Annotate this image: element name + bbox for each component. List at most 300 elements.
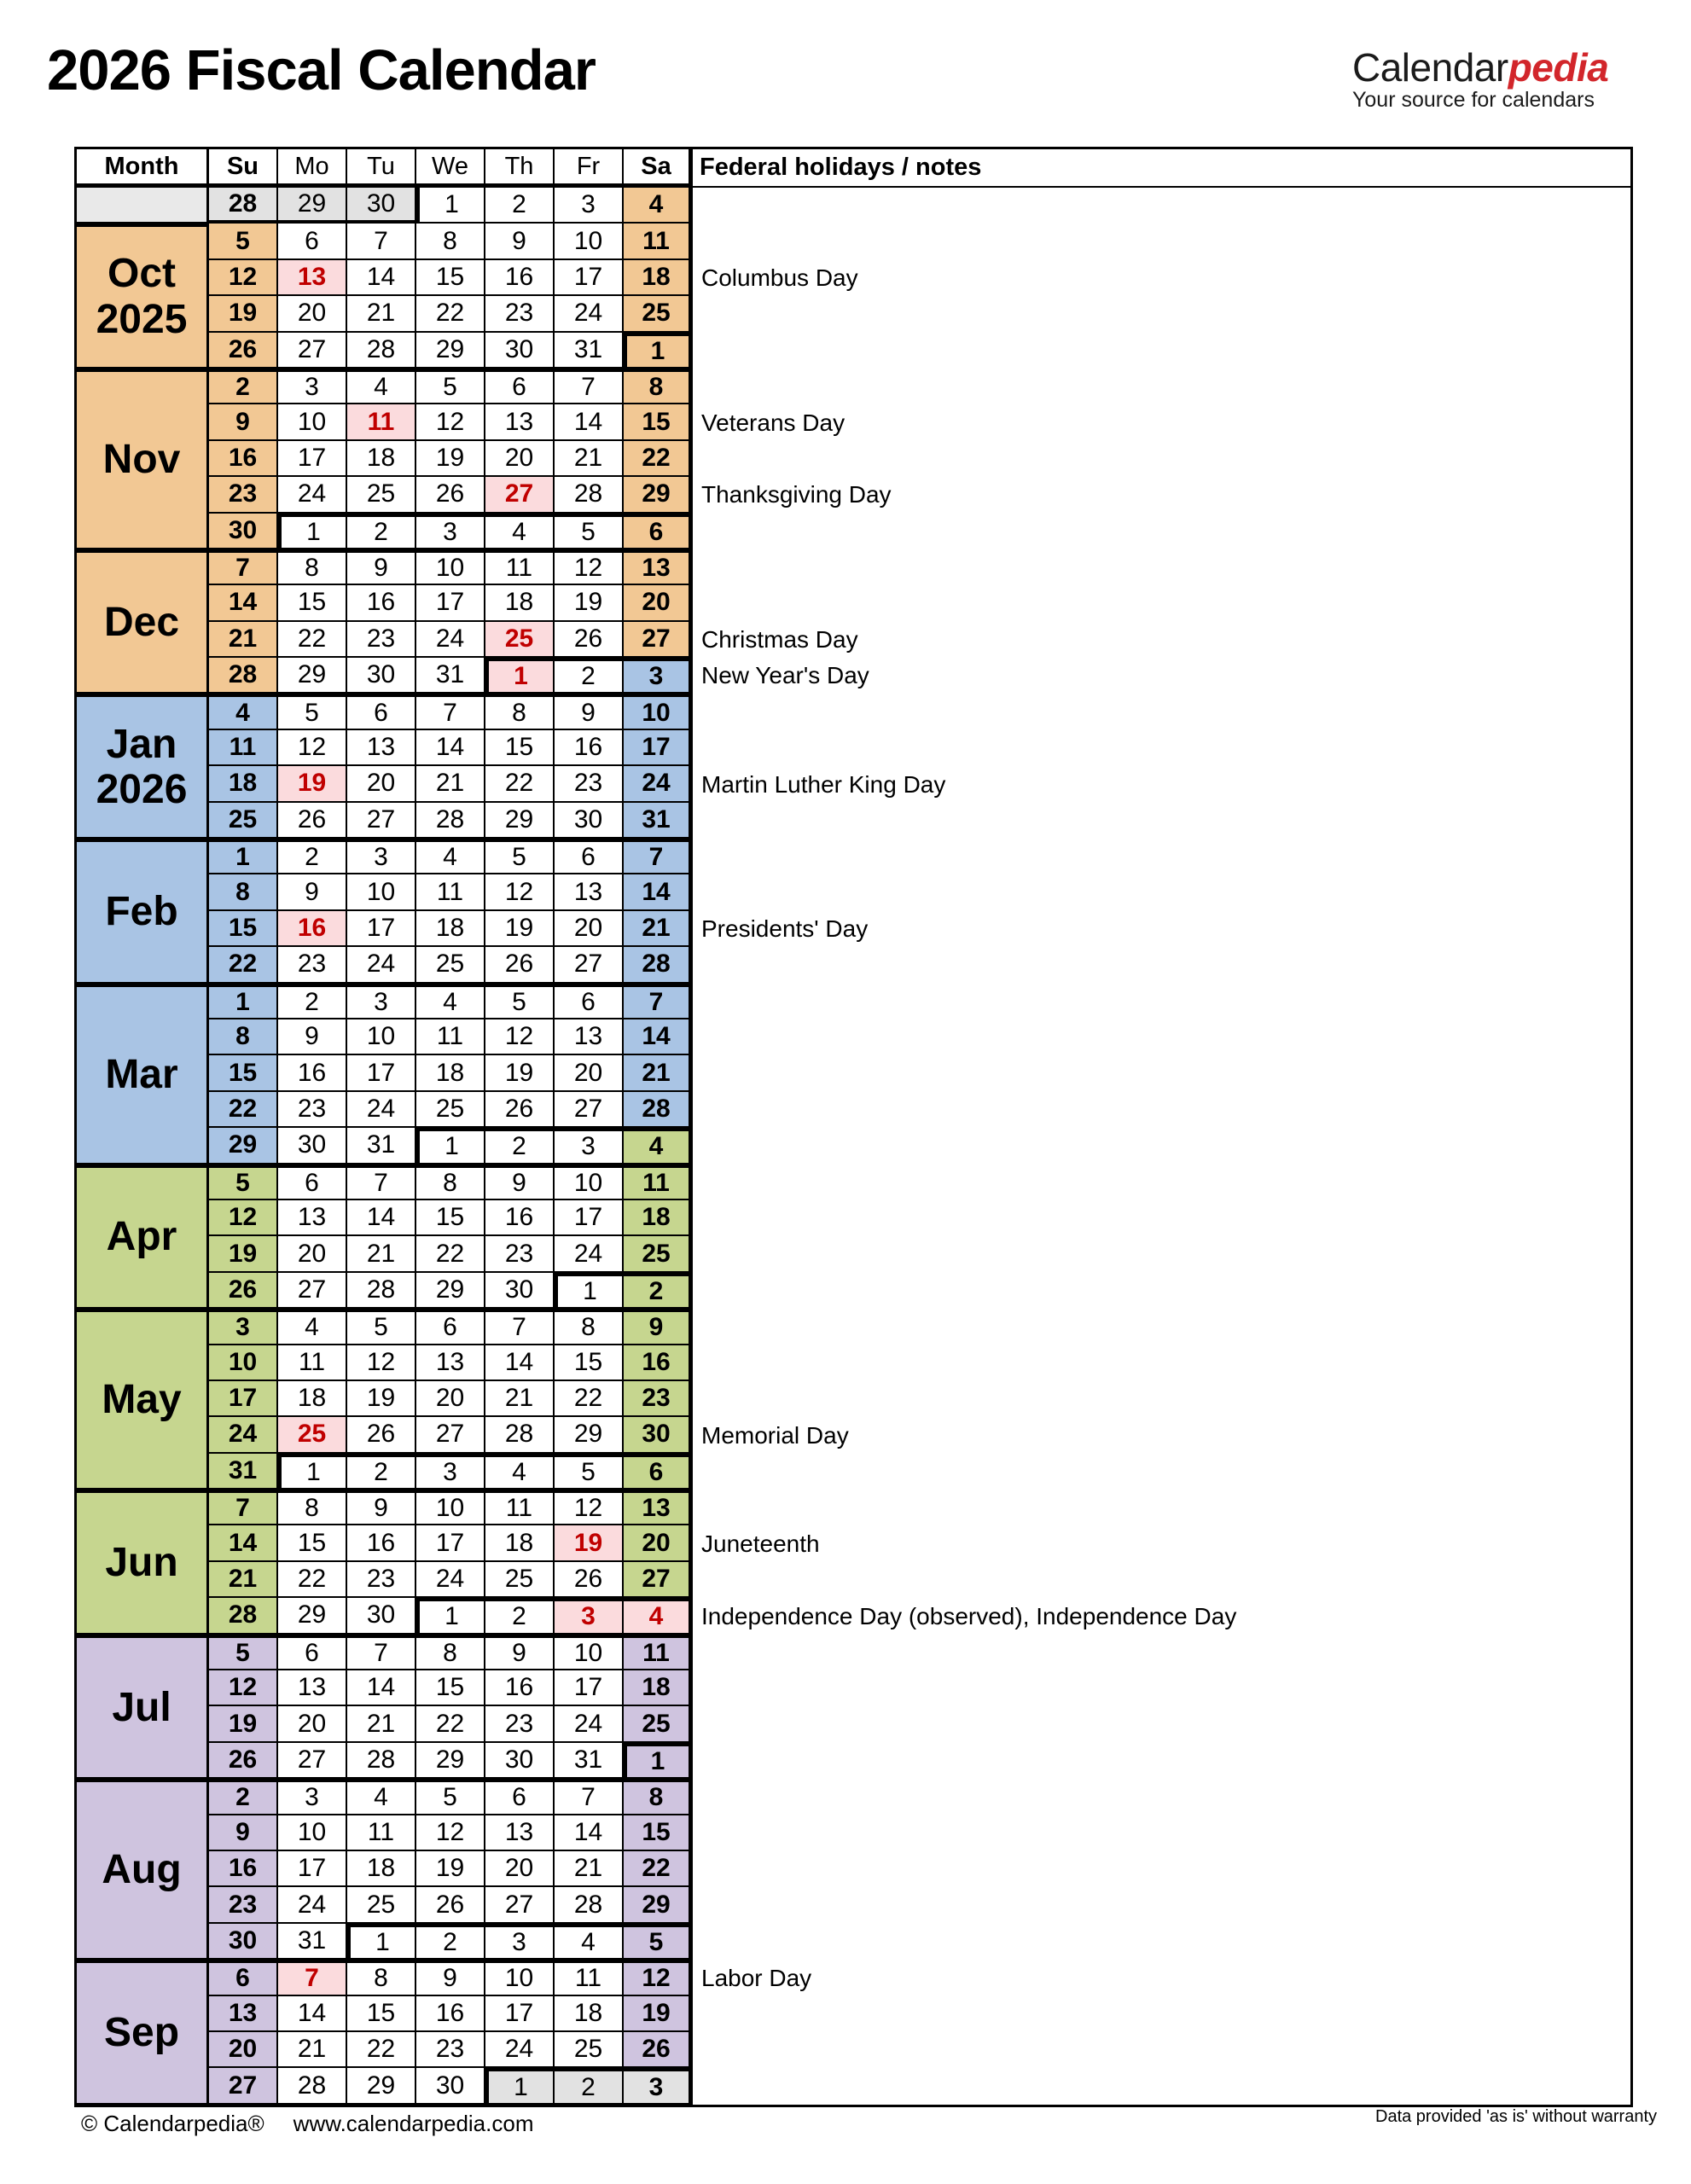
day-cell: 11 bbox=[624, 224, 693, 259]
day-cell: 19 bbox=[555, 1525, 624, 1561]
day-cell: 14 bbox=[416, 730, 485, 766]
day-cell: 7 bbox=[347, 1165, 416, 1200]
day-cell: 15 bbox=[278, 1525, 347, 1561]
day-cell: 23 bbox=[209, 477, 278, 513]
day-cell: 30 bbox=[209, 514, 278, 549]
day-cell: 30 bbox=[485, 333, 555, 369]
day-cell: 4 bbox=[485, 514, 555, 549]
day-cell: 7 bbox=[278, 1960, 347, 1995]
day-cell: 11 bbox=[555, 1960, 624, 1995]
day-cell: 17 bbox=[416, 585, 485, 621]
notes-column bbox=[693, 188, 1630, 2105]
day-cell: 27 bbox=[624, 622, 693, 658]
day-cell: 24 bbox=[278, 477, 347, 513]
month-label-sep: Sep bbox=[77, 1960, 209, 2105]
day-cell: 19 bbox=[209, 1706, 278, 1742]
day-cell: 2 bbox=[278, 839, 347, 874]
day-cell: 24 bbox=[416, 1562, 485, 1598]
day-cell: 14 bbox=[485, 1345, 555, 1381]
day-cell: 4 bbox=[278, 1309, 347, 1345]
day-cell: 24 bbox=[416, 622, 485, 658]
day-cell: 28 bbox=[209, 658, 278, 694]
day-cell: 21 bbox=[278, 2032, 347, 2068]
day-cell: 11 bbox=[209, 730, 278, 766]
day-cell: 7 bbox=[624, 984, 693, 1019]
day-cell: 8 bbox=[209, 1019, 278, 1055]
day-cell: 29 bbox=[624, 477, 693, 513]
day-cell: 31 bbox=[624, 803, 693, 839]
day-cell: 24 bbox=[555, 296, 624, 332]
day-cell: 12 bbox=[278, 730, 347, 766]
day-cell: 30 bbox=[416, 2068, 485, 2104]
day-cell: 28 bbox=[347, 1743, 416, 1779]
day-cell: 26 bbox=[416, 477, 485, 513]
day-cell: 17 bbox=[209, 1381, 278, 1417]
day-cell: 9 bbox=[209, 1815, 278, 1851]
day-cell: 3 bbox=[555, 188, 624, 224]
day-cell: 14 bbox=[624, 874, 693, 910]
day-cell: 13 bbox=[278, 1200, 347, 1236]
day-cell: 11 bbox=[416, 874, 485, 910]
day-cell: 1 bbox=[209, 984, 278, 1019]
day-cell: 17 bbox=[485, 1996, 555, 2032]
day-cell: 12 bbox=[209, 1670, 278, 1706]
day-cell: 20 bbox=[416, 1381, 485, 1417]
day-cell: 15 bbox=[555, 1345, 624, 1381]
day-cell: 6 bbox=[485, 1779, 555, 1815]
day-cell: 28 bbox=[624, 1092, 693, 1128]
day-cell: 16 bbox=[209, 441, 278, 477]
day-cell: 28 bbox=[555, 1887, 624, 1923]
day-cell: 27 bbox=[278, 1743, 347, 1779]
day-cell: 12 bbox=[485, 874, 555, 910]
day-cell: 10 bbox=[347, 874, 416, 910]
day-cell: 18 bbox=[485, 585, 555, 621]
day-cell: 4 bbox=[416, 839, 485, 874]
day-cell: 25 bbox=[485, 1562, 555, 1598]
day-cell: 4 bbox=[209, 694, 278, 729]
day-cell: 25 bbox=[347, 1887, 416, 1923]
day-cell: 22 bbox=[416, 1706, 485, 1742]
day-cell: 26 bbox=[209, 1273, 278, 1309]
day-cell: 24 bbox=[209, 1417, 278, 1453]
month-label-jan: Jan 2026 bbox=[77, 694, 209, 839]
day-cell: 15 bbox=[416, 1670, 485, 1706]
day-cell: 23 bbox=[624, 1381, 693, 1417]
day-cell: 4 bbox=[555, 1924, 624, 1960]
logo-tagline: Your source for calendars bbox=[1352, 88, 1595, 112]
day-cell: 15 bbox=[209, 911, 278, 947]
day-cell: 1 bbox=[485, 2068, 555, 2104]
day-cell: 2 bbox=[347, 514, 416, 549]
day-cell: 28 bbox=[347, 1273, 416, 1309]
day-cell: 28 bbox=[485, 1417, 555, 1453]
month-label-dec: Dec bbox=[77, 549, 209, 694]
day-cell: 7 bbox=[624, 839, 693, 874]
day-cell: 19 bbox=[209, 296, 278, 332]
day-cell: 23 bbox=[278, 947, 347, 983]
holiday-note: Veterans Day bbox=[701, 409, 846, 436]
day-cell: 3 bbox=[555, 1128, 624, 1164]
day-cell: 7 bbox=[555, 369, 624, 404]
day-cell: 5 bbox=[209, 1635, 278, 1670]
day-cell: 1 bbox=[278, 514, 347, 549]
day-cell: 12 bbox=[485, 1019, 555, 1055]
day-cell: 12 bbox=[209, 260, 278, 296]
day-cell: 17 bbox=[278, 1851, 347, 1887]
day-cell: 30 bbox=[347, 658, 416, 694]
day-cell: 16 bbox=[278, 911, 347, 947]
day-cell: 16 bbox=[485, 1200, 555, 1236]
day-cell: 16 bbox=[209, 1851, 278, 1887]
day-cell: 7 bbox=[209, 549, 278, 585]
day-cell: 19 bbox=[209, 1236, 278, 1272]
day-cell: 28 bbox=[416, 803, 485, 839]
day-cell: 15 bbox=[485, 730, 555, 766]
day-cell: 18 bbox=[416, 911, 485, 947]
day-cell: 21 bbox=[485, 1381, 555, 1417]
day-cell: 5 bbox=[624, 1924, 693, 1960]
day-cell: 9 bbox=[624, 1309, 693, 1345]
day-cell: 9 bbox=[485, 224, 555, 259]
day-cell: 10 bbox=[416, 1490, 485, 1525]
day-cell: 18 bbox=[555, 1996, 624, 2032]
month-label-may: May bbox=[77, 1309, 209, 1490]
day-cell: 13 bbox=[347, 730, 416, 766]
day-cell: 16 bbox=[555, 730, 624, 766]
day-cell: 15 bbox=[624, 404, 693, 440]
day-cell: 28 bbox=[278, 2068, 347, 2104]
day-cell: 3 bbox=[347, 984, 416, 1019]
day-cell: 14 bbox=[278, 1996, 347, 2032]
day-cell: 4 bbox=[347, 1779, 416, 1815]
day-cell: 8 bbox=[624, 1779, 693, 1815]
day-cell: 1 bbox=[485, 658, 555, 694]
day-cell: 1 bbox=[555, 1273, 624, 1309]
day-cell: 16 bbox=[278, 1055, 347, 1091]
day-cell: 17 bbox=[347, 911, 416, 947]
holiday-note: Christmas Day bbox=[701, 625, 858, 653]
day-cell: 24 bbox=[555, 1706, 624, 1742]
day-cell: 31 bbox=[555, 1743, 624, 1779]
day-cell: 17 bbox=[555, 260, 624, 296]
day-cell: 11 bbox=[347, 1815, 416, 1851]
day-cell: 6 bbox=[278, 1165, 347, 1200]
day-cell: 23 bbox=[209, 1887, 278, 1923]
day-cell: 12 bbox=[209, 1200, 278, 1236]
day-cell: 22 bbox=[347, 2032, 416, 2068]
day-cell: 15 bbox=[416, 260, 485, 296]
day-cell: 20 bbox=[209, 2032, 278, 2068]
day-cell: 22 bbox=[209, 947, 278, 983]
month-label-nov: Nov bbox=[77, 369, 209, 549]
day-cell: 5 bbox=[209, 1165, 278, 1200]
day-cell: 20 bbox=[555, 1055, 624, 1091]
day-cell: 22 bbox=[416, 1236, 485, 1272]
day-cell: 3 bbox=[347, 839, 416, 874]
day-cell: 13 bbox=[278, 260, 347, 296]
day-cell: 19 bbox=[347, 1381, 416, 1417]
day-cell: 7 bbox=[347, 224, 416, 259]
day-cell: 5 bbox=[209, 224, 278, 259]
day-cell: 17 bbox=[416, 1525, 485, 1561]
day-cell: 10 bbox=[347, 1019, 416, 1055]
day-cell: 26 bbox=[209, 333, 278, 369]
day-cell: 22 bbox=[485, 766, 555, 802]
day-cell: 19 bbox=[555, 585, 624, 621]
day-cell: 8 bbox=[416, 224, 485, 259]
day-cell: 3 bbox=[209, 1309, 278, 1345]
month-label-oct: Oct 2025 bbox=[77, 224, 209, 369]
day-cell: 8 bbox=[485, 694, 555, 729]
day-cell: 31 bbox=[278, 1924, 347, 1960]
day-cell: 30 bbox=[209, 1924, 278, 1960]
month-label-apr: Apr bbox=[77, 1165, 209, 1310]
day-cell: 1 bbox=[209, 839, 278, 874]
day-cell: 30 bbox=[485, 1273, 555, 1309]
day-cell: 7 bbox=[485, 1309, 555, 1345]
day-cell: 7 bbox=[209, 1490, 278, 1525]
day-cell: 13 bbox=[485, 1815, 555, 1851]
day-cell: 13 bbox=[555, 1019, 624, 1055]
day-cell: 5 bbox=[485, 839, 555, 874]
day-cell: 2 bbox=[416, 1924, 485, 1960]
day-cell: 17 bbox=[347, 1055, 416, 1091]
day-cell: 29 bbox=[485, 803, 555, 839]
day-cell: 5 bbox=[555, 514, 624, 549]
holiday-note: Thanksgiving Day bbox=[701, 481, 892, 508]
day-cell: 9 bbox=[347, 549, 416, 585]
day-cell: 10 bbox=[555, 1165, 624, 1200]
day-cell: 8 bbox=[624, 369, 693, 404]
day-cell: 26 bbox=[485, 1092, 555, 1128]
holiday-note: New Year's Day bbox=[701, 662, 869, 689]
day-cell: 14 bbox=[347, 1670, 416, 1706]
day-cell: 15 bbox=[624, 1815, 693, 1851]
day-cell: 21 bbox=[347, 1236, 416, 1272]
day-cell: 21 bbox=[209, 622, 278, 658]
day-cell: 18 bbox=[624, 1200, 693, 1236]
day-cell: 20 bbox=[485, 1851, 555, 1887]
day-cell: 17 bbox=[555, 1200, 624, 1236]
page-title: 2026 Fiscal Calendar bbox=[47, 38, 596, 102]
day-cell: 8 bbox=[347, 1960, 416, 1995]
day-cell: 2 bbox=[555, 2068, 624, 2104]
day-cell: 20 bbox=[485, 441, 555, 477]
day-cell: 18 bbox=[485, 1525, 555, 1561]
day-cell: 27 bbox=[278, 333, 347, 369]
day-cell: 18 bbox=[624, 1670, 693, 1706]
day-cell: 22 bbox=[555, 1381, 624, 1417]
day-cell: 28 bbox=[555, 477, 624, 513]
day-cell: 23 bbox=[347, 622, 416, 658]
day-cell: 25 bbox=[416, 947, 485, 983]
logo-brand-red: pedia bbox=[1508, 45, 1609, 90]
day-cell: 6 bbox=[624, 1454, 693, 1490]
day-cell: 3 bbox=[624, 2068, 693, 2104]
day-cell: 21 bbox=[555, 1851, 624, 1887]
logo-brand-black: Calendar bbox=[1352, 45, 1508, 90]
day-cell: 8 bbox=[555, 1309, 624, 1345]
header-day-su: Su bbox=[209, 149, 278, 188]
day-cell: 20 bbox=[278, 1236, 347, 1272]
day-cell: 17 bbox=[624, 730, 693, 766]
header-day-tu: Tu bbox=[347, 149, 416, 188]
day-cell: 11 bbox=[485, 549, 555, 585]
day-cell: 3 bbox=[278, 369, 347, 404]
day-cell: 12 bbox=[416, 1815, 485, 1851]
day-cell: 6 bbox=[555, 839, 624, 874]
day-cell: 23 bbox=[416, 2032, 485, 2068]
day-cell: 8 bbox=[416, 1165, 485, 1200]
month-lead-cell bbox=[77, 188, 209, 224]
day-cell: 8 bbox=[278, 549, 347, 585]
day-cell: 27 bbox=[485, 477, 555, 513]
day-cell: 26 bbox=[485, 947, 555, 983]
footer-disclaimer: Data provided 'as is' without warranty bbox=[1375, 2107, 1658, 2126]
day-cell: 21 bbox=[555, 441, 624, 477]
day-cell: 1 bbox=[416, 1128, 485, 1164]
day-cell: 19 bbox=[278, 766, 347, 802]
day-cell: 25 bbox=[624, 296, 693, 332]
day-cell: 31 bbox=[347, 1128, 416, 1164]
day-cell: 20 bbox=[347, 766, 416, 802]
day-cell: 11 bbox=[485, 1490, 555, 1525]
day-cell: 16 bbox=[347, 585, 416, 621]
day-cell: 19 bbox=[485, 911, 555, 947]
day-cell: 24 bbox=[347, 947, 416, 983]
holiday-note: Memorial Day bbox=[701, 1421, 849, 1449]
day-cell: 15 bbox=[416, 1200, 485, 1236]
day-cell: 13 bbox=[278, 1670, 347, 1706]
day-cell: 22 bbox=[209, 1092, 278, 1128]
day-cell: 16 bbox=[347, 1525, 416, 1561]
day-cell: 18 bbox=[624, 260, 693, 296]
day-cell: 29 bbox=[555, 1417, 624, 1453]
day-cell: 21 bbox=[347, 296, 416, 332]
day-cell: 14 bbox=[555, 404, 624, 440]
day-cell: 11 bbox=[347, 404, 416, 440]
header-month: Month bbox=[77, 149, 209, 188]
day-cell: 2 bbox=[555, 658, 624, 694]
day-cell: 2 bbox=[209, 1779, 278, 1815]
day-cell: 6 bbox=[209, 1960, 278, 1995]
day-cell: 16 bbox=[485, 260, 555, 296]
day-cell: 2 bbox=[209, 369, 278, 404]
day-cell: 23 bbox=[485, 1706, 555, 1742]
day-cell: 9 bbox=[209, 404, 278, 440]
day-cell: 1 bbox=[347, 1924, 416, 1960]
day-cell: 3 bbox=[278, 1779, 347, 1815]
day-cell: 26 bbox=[209, 1743, 278, 1779]
day-cell: 6 bbox=[347, 694, 416, 729]
day-cell: 1 bbox=[624, 333, 693, 369]
day-cell: 22 bbox=[278, 1562, 347, 1598]
month-label-jun: Jun bbox=[77, 1490, 209, 1635]
day-cell: 29 bbox=[278, 658, 347, 694]
day-cell: 11 bbox=[416, 1019, 485, 1055]
day-cell: 21 bbox=[347, 1706, 416, 1742]
day-cell: 12 bbox=[624, 1960, 693, 1995]
day-cell: 24 bbox=[278, 1887, 347, 1923]
day-cell: 1 bbox=[278, 1454, 347, 1490]
day-cell: 27 bbox=[416, 1417, 485, 1453]
holiday-note: Labor Day bbox=[701, 1964, 812, 1991]
day-cell: 3 bbox=[485, 1924, 555, 1960]
header-day-sa: Sa bbox=[624, 149, 693, 188]
day-cell: 29 bbox=[347, 2068, 416, 2104]
month-label-aug: Aug bbox=[77, 1779, 209, 1960]
holiday-note: Columbus Day bbox=[701, 264, 858, 291]
day-cell: 22 bbox=[278, 622, 347, 658]
day-cell: 9 bbox=[347, 1490, 416, 1525]
day-cell: 10 bbox=[278, 404, 347, 440]
day-cell: 28 bbox=[347, 333, 416, 369]
day-cell: 21 bbox=[624, 911, 693, 947]
day-cell: 25 bbox=[624, 1236, 693, 1272]
header-day-mo: Mo bbox=[278, 149, 347, 188]
day-cell: 25 bbox=[278, 1417, 347, 1453]
day-cell: 29 bbox=[416, 1273, 485, 1309]
footer-left bbox=[81, 2111, 533, 2137]
day-cell: 4 bbox=[624, 1128, 693, 1164]
month-label-jul: Jul bbox=[77, 1635, 209, 1780]
day-cell: 4 bbox=[624, 1598, 693, 1634]
footer-url[interactable]: www.calendarpedia.com bbox=[293, 2111, 534, 2136]
day-cell: 9 bbox=[278, 1019, 347, 1055]
day-cell: 5 bbox=[416, 1779, 485, 1815]
footer-copyright: © Calendarpedia® bbox=[81, 2111, 264, 2136]
day-cell: 3 bbox=[416, 514, 485, 549]
day-cell: 20 bbox=[278, 296, 347, 332]
day-cell: 4 bbox=[624, 188, 693, 224]
day-cell: 27 bbox=[347, 803, 416, 839]
day-cell: 12 bbox=[416, 404, 485, 440]
day-cell: 18 bbox=[347, 1851, 416, 1887]
day-cell: 6 bbox=[624, 514, 693, 549]
day-cell: 21 bbox=[416, 766, 485, 802]
day-cell: 15 bbox=[278, 585, 347, 621]
day-cell: 25 bbox=[416, 1092, 485, 1128]
header-day-we: We bbox=[416, 149, 485, 188]
holiday-note: Martin Luther King Day bbox=[701, 770, 946, 798]
day-cell: 4 bbox=[485, 1454, 555, 1490]
day-cell: 9 bbox=[555, 694, 624, 729]
day-cell: 14 bbox=[347, 1200, 416, 1236]
day-cell: 3 bbox=[555, 1598, 624, 1634]
day-cell: 10 bbox=[485, 1960, 555, 1995]
day-cell: 10 bbox=[278, 1815, 347, 1851]
day-cell: 30 bbox=[624, 1417, 693, 1453]
day-cell: 10 bbox=[555, 1635, 624, 1670]
day-cell: 27 bbox=[555, 947, 624, 983]
day-cell: 30 bbox=[347, 1598, 416, 1634]
day-cell: 26 bbox=[555, 1562, 624, 1598]
day-cell: 19 bbox=[416, 1851, 485, 1887]
day-cell: 24 bbox=[485, 2032, 555, 2068]
day-cell: 11 bbox=[278, 1345, 347, 1381]
day-cell: 6 bbox=[485, 369, 555, 404]
day-cell: 21 bbox=[624, 1055, 693, 1091]
day-cell: 25 bbox=[209, 803, 278, 839]
day-cell: 8 bbox=[416, 1635, 485, 1670]
day-cell: 12 bbox=[347, 1345, 416, 1381]
holiday-note: Presidents' Day bbox=[701, 915, 869, 943]
day-cell: 12 bbox=[555, 1490, 624, 1525]
day-cell: 19 bbox=[485, 1055, 555, 1091]
day-cell: 27 bbox=[624, 1562, 693, 1598]
day-cell: 26 bbox=[555, 622, 624, 658]
